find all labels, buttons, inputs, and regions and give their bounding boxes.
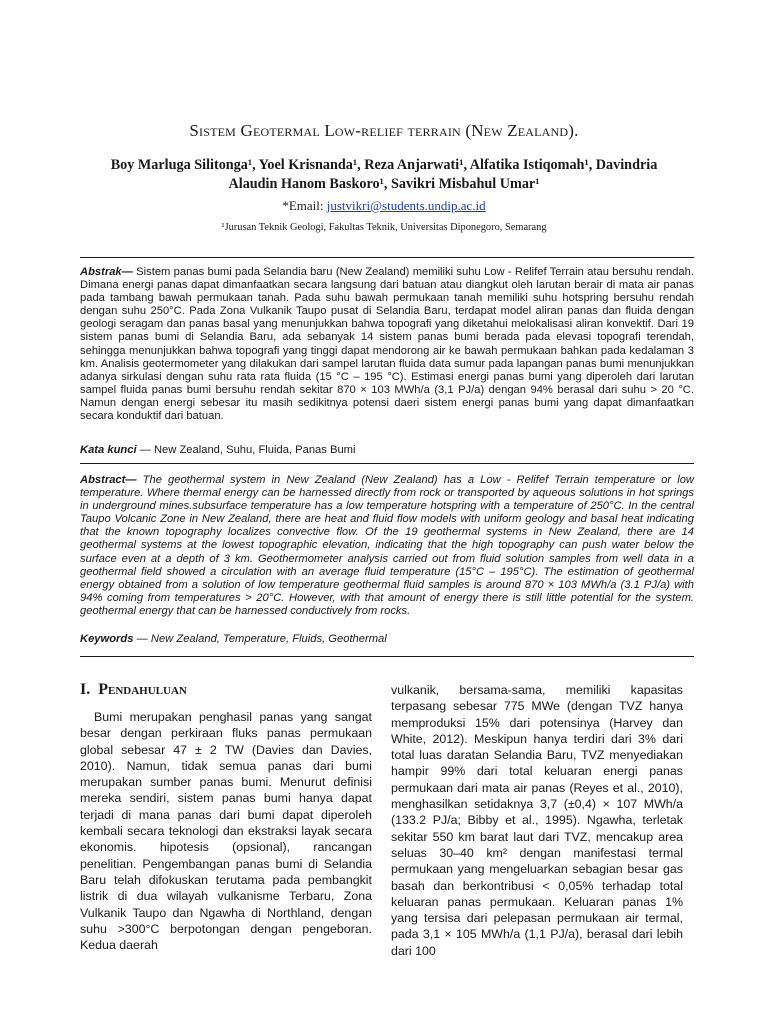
kata-kunci-label: Kata kunci (80, 444, 137, 456)
authors-line-2: Alaudin Hanom Baskoro¹, Savikri Misbahul Umar¹ (228, 176, 540, 192)
section-title: Pendahuluan (98, 681, 187, 698)
affiliation: ¹Jurusan Teknik Geologi, Fakultas Teknik, Universitas Diponegoro, Semarang (221, 222, 547, 233)
abstrak-label: Abstrak— (80, 266, 133, 278)
abstract-bottom-rule (80, 656, 694, 657)
section-heading (80, 681, 187, 699)
kata-kunci-block (80, 444, 694, 456)
corresponding-email (0, 198, 768, 214)
section-number: I. (80, 681, 91, 698)
abstract-block (80, 474, 694, 618)
abstract-text: The geothermal system in New Zealand (New Zealand) has a Low - Relifef Terrain temperature or low temperature. Where thermal energy can be harnessed directly from rock or transported by aqueous solutions in hot springs in underground mines.subsurface temperature has a low temperature hotspring with a temperature of 250°C. In the central Taupo Volcanic Zone in New Zealand, there are heat and fluid flow models with uniform geology and basal heat indicating that the known topography localizes convective flow. Of the 19 geothermal systems in New Zealand, there are 14 geothermal systems at the lowest topographic elevation, indicating that the high topography can push water below the surface even at a depth of 3 km. Geothermometer analysis carried out from fluid solution samples from well data in a geothermal field showed a circulation with an average fluid temperature (15°C – 195°C). The estimation of geothermal energy obtained from a solution of low temperature geothermal fluid samples is around 870 × 103 MWh/a (3.1 PJ/a) with 94% coming from temperatures > 20°C. However, with that amount of energy there is still little potential for the system. geothermal energy that can be harnessed conductively from rocks. (80, 474, 694, 617)
email-link[interactable]: justvikri@students.undip.ac.id (326, 198, 486, 213)
abstract-label: Abstract— (80, 474, 137, 486)
left-paragraph: Bumi merupakan penghasil panas yang sangat besar dengan perkiraan fluks panas permukaan global sebesar 47 ± 2 TW (Davies dan Davies, 2010). Namun, tidak semua panas dari bumi merupakan sumber panas bumi. Menurut definisi mereka sendiri, sistem panas bumi hanya dapat terjadi di mana panas dari bumi dapat diperoleh kembali secara teknologi dan ekstraksi layak secara ekonomis. hipotesis (opsional), rancangan penelitian. Pengembangan panas bumi di Selandia Baru telah difokuskan terutama pada pembangkit listrik di dua wilayah vulkanisme Terbaru, Zona Vulkanik Taupo dan Ngawha di Northland, dengan suhu >300°C berpotongan dengan pengeboran. Kedua daerah (80, 710, 372, 953)
abstrak-block (80, 266, 694, 423)
paper-title: Sistem Geotermal Low-relief terrain (New Zealand). (189, 121, 579, 140)
kata-kunci-text: — New Zealand, Suhu, Fluida, Panas Bumi (136, 444, 356, 456)
right-column (391, 682, 683, 959)
email-label: *Email: (282, 198, 327, 213)
abstrak-text: Sistem panas bumi pada Selandia baru (New Zealand) memiliki suhu Low - Relifef Terrain atau bersuhu rendah. Dimana energi panas dapat dimanfaatkan secara langsung dari batuan atau diangkut oleh larutan berair di mata air panas pada tambang bawah permukaan tanah. Pada suhu bawah permukaan tanah memiliki suhu hotspring bersuhu rendah dengan suhu 250°C. Pada Zona Vulkanik Taupo pusat di Selandia Baru, terdapat model aliran panas dan fluida dengan geologi seragam dan panas basal yang menunjukkan bahwa topografi yang diketahui melokalisasi aliran konvektif. Dari 19 sistem panas bumi di Selandia Baru, ada sebanyak 14 sistem panas bumi berada pada elevasi topografi terendah, sehingga menunjukkan bahwa topografi yang tinggi dapat mendorong air ke bawah permukaan bahkan pada kedalaman 3 km. Analisis geotermometer yang dilakukan dari sampel larutan fluida data sumur pada lapangan panas bumi menunjukkan adanya sirkulasi dengan suhu rata rata fluida (15 °C – 195 °C). Estimasi energi panas bumi yang diperoleh dari larutan sampel fluida panas bumi bersuhu rendah sekitar 870 × 103 MWh/a (3,1 PJ/a) dengan 94% berasal dari suhu > 20 °C. Namun dengan energi sebesar itu masih sedikitnya potensi daeri sistem energi panas bumi yang dapat dimanfaatkan secara konduktif dari batuan. (80, 266, 694, 423)
left-column (80, 709, 372, 953)
authors-line-1: Boy Marluga Silitonga¹, Yoel Krisnanda¹, Reza Anjarwati¹, Alfatika Istiqomah¹, Davindria (110, 157, 658, 173)
abstrak-top-rule (80, 257, 694, 258)
keywords-text: — New Zealand, Temperature, Fluids, Geothermal (133, 633, 387, 645)
keywords-label: Keywords (80, 633, 134, 645)
abstract-top-rule (80, 463, 694, 464)
author-list (60, 156, 708, 194)
right-paragraph: vulkanik, bersama-sama, memiliki kapasitas terpasang sebesar 775 MWe (dengan TVZ hanya memproduksi 15% dari potensinya (Harvey dan White, 2012). Meskipun hanya terdiri dari 3% dari total luas daratan Selandia Baru, TVZ menyediakan hampir 99% dari total keluaran energi panas permukaan dari mata air panas (Reyes et al., 2010), menghasilkan setidaknya 3,7 (±0,4) × 107 MWh/a (133.2 PJ/a; Bibby et al., 1995). Ngawha, terletak sekitar 550 km barat laut dari TVZ, mencakup area seluas 30–40 km² dengan manifestasi termal permukaan yang mengeluarkan sebagian besar gas basah dan berkontribusi < 0,05% terhadap total keluaran panas permukaan. Keluaran panas 1% yang tersisa dari pelepasan permukaan air termal, pada 3,1 × 105 MWh/a (1,1 PJ/a), berasal dari lebih dari 100 (391, 683, 683, 958)
keywords-block (80, 633, 694, 645)
